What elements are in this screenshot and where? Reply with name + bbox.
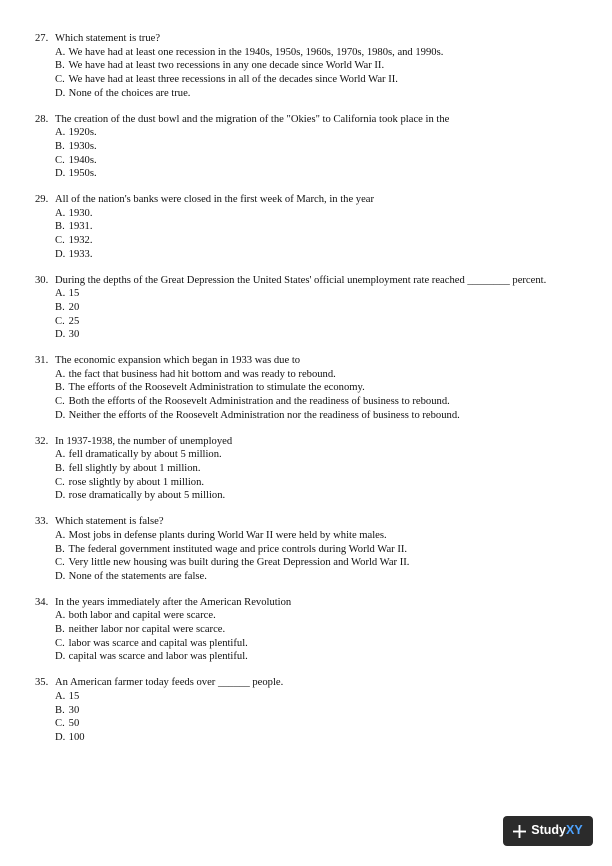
option-letter: A. [55,368,66,380]
option-letter: D. [55,248,66,260]
option-text: The federal government instituted wage and price controls during World War II. [68,543,408,555]
option-letter: A. [55,288,66,300]
option [55,448,585,462]
question [35,274,585,343]
question-list [35,32,585,757]
option-text: 1950s. [68,168,97,180]
question-number: 29. [35,194,49,206]
option-letter: D. [55,651,66,663]
option-text: 15 [68,690,80,702]
option-text: None of the statements are false. [68,570,207,582]
option-text: rose slightly by about 1 million. [68,476,205,488]
option-letter: B. [55,543,65,555]
option [55,234,585,248]
option [55,609,585,623]
question-text: During the depths of the Great Depression the United States' official unemployment rate reached ________ percent. [55,274,547,286]
option [55,287,585,301]
option-letter: B. [55,382,65,394]
option-text: 1933. [68,248,93,260]
option [55,650,585,664]
option-letter: D. [55,490,66,502]
option-text: 30 [68,329,80,341]
option [55,301,585,315]
question-number: 28. [35,113,49,125]
option-list [55,46,585,101]
option-text: 25 [68,315,80,327]
option-letter: B. [55,462,65,474]
option [55,409,585,423]
question-number: 31. [35,355,49,367]
option-text: rose dramatically by about 5 million. [68,490,226,502]
question-number: 30. [35,274,49,286]
brand-name-accent: XY [566,823,583,838]
option-text: 20 [68,301,80,313]
option [55,731,585,745]
question [35,113,585,182]
question-number: 27. [35,33,49,44]
option-list [55,207,585,262]
option [55,87,585,101]
option [55,637,585,651]
option-letter: C. [55,637,65,649]
brand-name [531,824,582,838]
option [55,368,585,382]
option-letter: D. [55,329,66,341]
option-letter: D. [55,409,66,421]
option-text: We have had at least one recession in the 1940s, 1950s, 1960s, 1970s, 1980s, and 1990s. [68,46,444,58]
option-letter: D. [55,87,66,99]
option-list [55,287,585,342]
question [35,32,585,101]
option-text: Both the efforts of the Roosevelt Administration and the readiness of business to rebound. [68,396,450,408]
question-text: An American farmer today feeds over ______ people. [55,677,284,689]
option [55,140,585,154]
option [55,167,585,181]
question [35,354,585,423]
option [55,717,585,731]
question [35,596,585,665]
option-text: capital was scarce and labor was plentiful. [68,651,248,663]
option-text: Neither the efforts of the Roosevelt Administration nor the readiness of business to rebound. [68,409,460,421]
plus-icon [513,825,526,838]
option-text: 1940s. [68,154,97,166]
option [55,395,585,409]
option-text: 1920s. [68,127,97,139]
option-text: 1931. [68,221,93,233]
option [55,543,585,557]
question-number: 35. [35,677,49,689]
question [35,193,585,262]
option [55,46,585,60]
option-letter: C. [55,718,65,730]
question [35,515,585,584]
option-letter: D. [55,570,66,582]
option-text: both labor and capital were scarce. [68,610,216,622]
option-text: neither labor nor capital were scarce. [68,624,226,636]
option-text: 1930s. [68,140,97,152]
option [55,690,585,704]
option-letter: A. [55,449,66,461]
option [55,623,585,637]
option-text: Most jobs in defense plants during World War II were held by white males. [68,529,387,541]
option-text: Very little new housing was built during the Great Depression and World War II. [68,557,410,569]
option [55,556,585,570]
option-text: fell slightly by about 1 million. [68,462,201,474]
option-text: We have had at least three recessions in all of the decades since World War II. [68,74,398,86]
option-text: 1930. [68,207,93,219]
option-list [55,368,585,423]
option-letter: C. [55,315,65,327]
option-letter: B. [55,624,65,636]
option-text: 30 [68,704,80,716]
option-letter: A. [55,690,66,702]
option-letter: D. [55,731,66,743]
option-letter: C. [55,74,65,86]
option [55,154,585,168]
question [35,435,585,504]
question [35,676,585,745]
option [55,570,585,584]
option [55,476,585,490]
option-letter: A. [55,207,66,219]
option-letter: A. [55,529,66,541]
option [55,73,585,87]
option-text: 1932. [68,235,93,247]
option [55,529,585,543]
option-text: 100 [68,731,85,743]
question-number: 33. [35,516,49,528]
option-letter: B. [55,221,65,233]
brand-name-main: Study [531,823,567,838]
option-letter: C. [55,396,65,408]
question-text: The creation of the dust bowl and the migration of the "Okies" to California took place in the [55,113,450,125]
option-letter: C. [55,154,65,166]
option-letter: C. [55,557,65,569]
option [55,328,585,342]
option-list [55,690,585,745]
option-text: the fact that business had hit bottom and was ready to rebound. [68,368,336,380]
question-number: 34. [35,596,49,608]
option [55,207,585,221]
option-letter: B. [55,60,65,72]
option-text: 50 [68,718,80,730]
option-list [55,448,585,503]
option-letter: D. [55,168,66,180]
option-letter: B. [55,704,65,716]
question-text: All of the nation's banks were closed in the first week of March, in the year [55,194,375,206]
question-text: The economic expansion which began in 1933 was due to [55,355,301,367]
option-text: We have had at least two recessions in any one decade since World War II. [68,60,385,72]
option-letter: C. [55,235,65,247]
option [55,248,585,262]
option-text: 15 [68,288,80,300]
option-text: fell dramatically by about 5 million. [68,449,222,461]
option-text: None of the choices are true. [68,87,191,99]
option [55,489,585,503]
option-text: labor was scarce and capital was plentiful. [68,637,248,649]
option [55,220,585,234]
question-text: Which statement is true? [55,33,161,44]
question-text: In the years immediately after the American Revolution [55,596,292,608]
option [55,126,585,140]
option-letter: A. [55,46,66,58]
option-list [55,126,585,181]
studyxy-logo-badge[interactable] [503,816,593,846]
option [55,462,585,476]
option-list [55,529,585,584]
option-letter: C. [55,476,65,488]
question-text: Which statement is false? [55,516,164,528]
option-text: The efforts of the Roosevelt Administration to stimulate the economy. [68,382,365,394]
option [55,59,585,73]
option [55,381,585,395]
option-letter: B. [55,301,65,313]
option [55,315,585,329]
option [55,704,585,718]
question-number: 32. [35,435,49,447]
option-list [55,609,585,664]
option-letter: A. [55,610,66,622]
option-letter: B. [55,140,65,152]
question-text: In 1937-1938, the number of unemployed [55,435,233,447]
option-letter: A. [55,127,66,139]
